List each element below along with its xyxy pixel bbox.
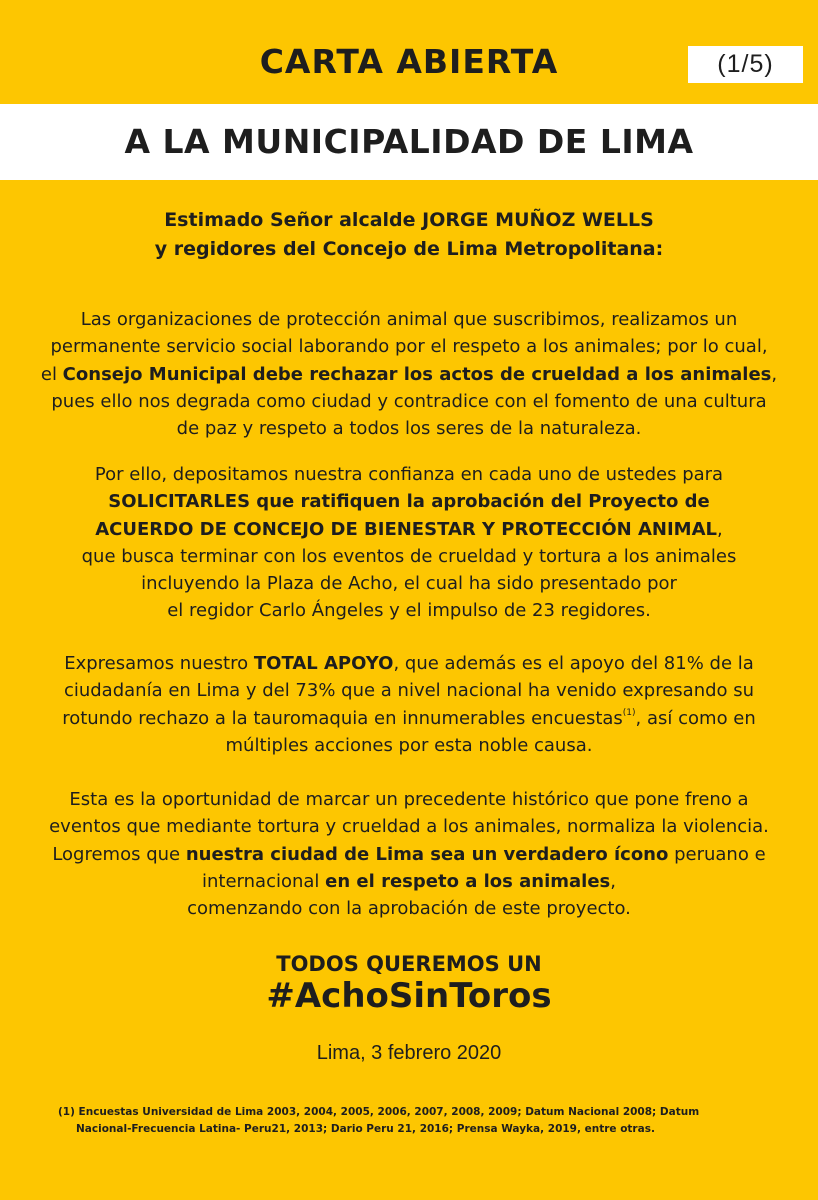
paragraph-4-text-3: , [610,870,616,892]
paragraph-2-line-5: incluyendo la Plaza de Acho, el cual ha sido presentado por [141,573,677,595]
footnote [58,1104,788,1138]
paragraph-4-text-4: comenzando con la aprobación de este proyecto. [187,898,631,920]
footnote-line-2: Nacional-Frecuencia Latina- Peru21, 2013; Dario Peru 21, 2016; Prensa Wayka, 2019, entre otras. [76,1123,655,1135]
paragraph-4-text-2: peruano e internacional [202,843,766,892]
paragraph-2-line-2 [40,488,778,515]
paragraph-3-bold-1: TOTAL APOYO [253,653,394,674]
paragraph-1-bold-1: Consejo Municipal debe rechazar los actos de crueldad a los animales [62,363,772,385]
paragraph-1 [40,306,778,442]
paragraph-2 [40,461,778,625]
letter-title: CARTA ABIERTA [259,42,559,81]
slogan-hashtag: #AchoSinToros [266,976,552,1016]
paragraph-2-comma: , [717,518,723,540]
paragraph-2-bold-2: ACUERDO DE CONCEJO DE BIENESTAR Y PROTECCIÓN ANIMAL [95,518,717,540]
paragraph-1-text-1: Las organizaciones de protección animal que suscribimos, realizamos un permanente servicio social laborando por el respeto a los animales; por lo cual, el [40,309,768,385]
paragraph-2-line-3 [40,516,778,543]
paragraph-2-line-4: que busca terminar con los eventos de crueldad y tortura a los animales [81,545,737,567]
paragraph-1-text-2: , pues ello nos degrada como ciudad y contradice con el fomento de una cultura de paz y respeto a todos los seres de la naturaleza. [51,363,778,440]
salutation-line-1: Estimado Señor alcalde JORGE MUÑOZ WELLS [164,209,654,231]
recipient-banner [0,104,818,180]
paragraph-2-bold-1: SOLICITARLES que ratifiquen la aprobación del Proyecto de [108,491,710,513]
footnote-reference: (1) [622,707,636,718]
slogan-line: TODOS QUEREMOS UN [276,952,542,976]
paragraph-4 [40,786,778,922]
paragraph-3-text-3: , así como en múltiples acciones por esta noble causa. [225,707,756,756]
paragraph-3-text-2: , que además es el apoyo del 81% de la ciudadanía en Lima y del 73% que a nivel nacional ha venido expresando su rotundo rechazo a la tauromaquia en innumerables encuestas [62,653,755,729]
footnote-line-1: (1) Encuestas Universidad de Lima 2003, 2004, 2005, 2006, 2007, 2008, 2009; Datum Nacional 2008; Datum [58,1106,700,1118]
place-date: Lima, 3 febrero 2020 [316,1042,502,1064]
paragraph-4-text-1: Esta es la oportunidad de marcar un precedente histórico que pone freno a eventos que mediante tortura y crueldad a los animales, normaliza la violencia. Logremos que [49,789,769,865]
paragraph-2-line-6: el regidor Carlo Ángeles y el impulso de 23 regidores. [167,600,651,622]
paragraph-4-bold-2: en el respeto a los animales [325,870,611,892]
salutation-line-2: y regidores del Concejo de Lima Metropolitana: [154,238,664,260]
paragraph-2-line-1: Por ello, depositamos nuestra confianza en cada uno de ustedes para [94,464,724,485]
paragraph-3 [40,650,778,759]
page-indicator: (1/5) [688,46,803,83]
paragraph-3-text-1: Expresamos nuestro [64,653,254,674]
paragraph-4-bold-1: nuestra ciudad de Lima sea un verdadero ícono [185,843,669,865]
salutation [0,206,818,264]
recipient-title: A LA MUNICIPALIDAD DE LIMA [124,122,694,161]
